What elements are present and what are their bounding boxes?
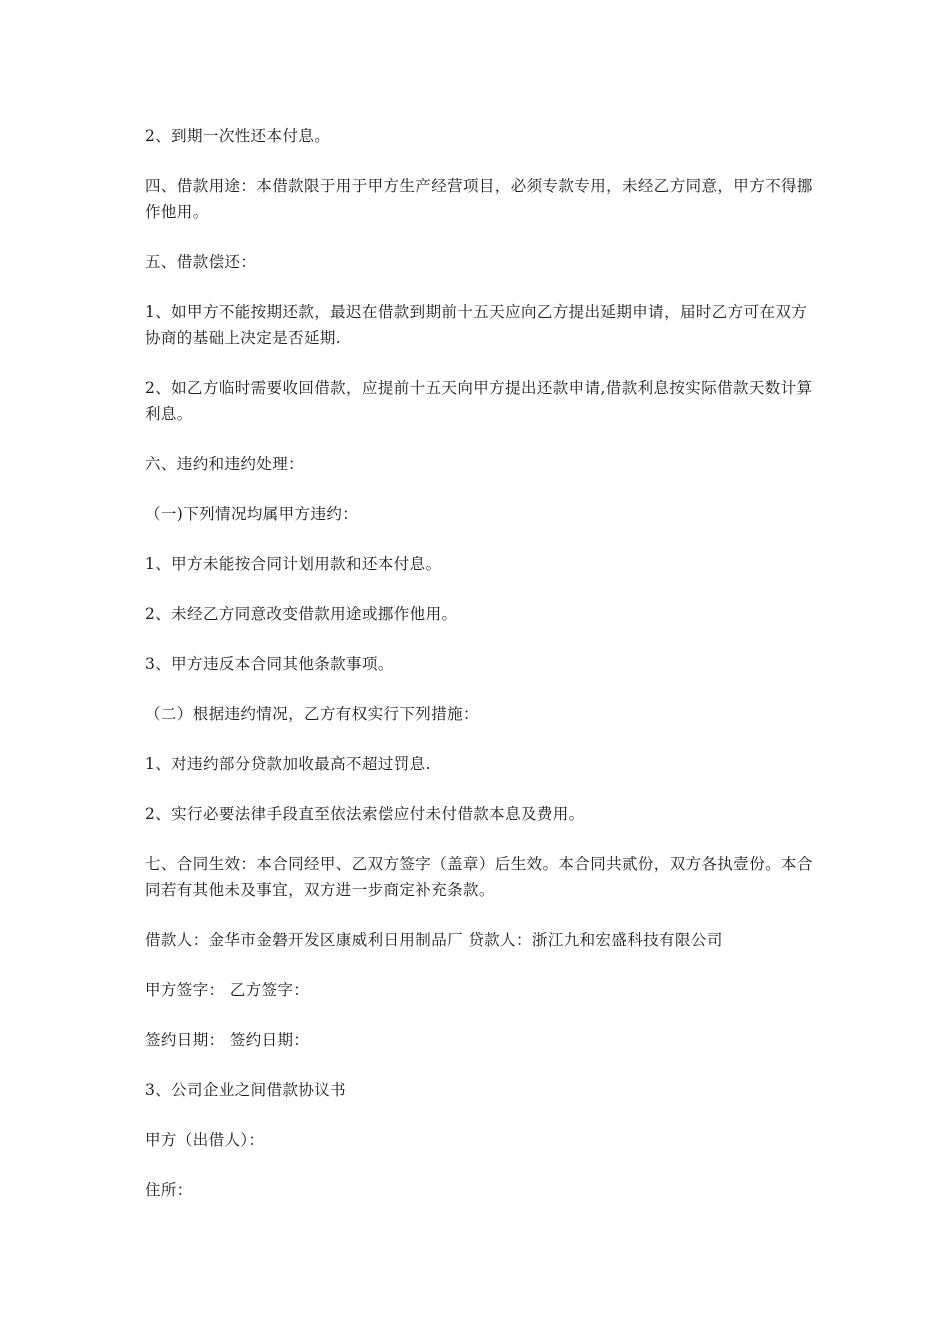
paragraph-parties: 借款人：金华市金磐开发区康威利日用制品厂 贷款人：浙江九和宏盛科技有限公司 [145,931,723,949]
paragraph-party-a-lender: 甲方（出借人）： [145,1131,265,1149]
paragraph-repayment-term: 2、到期一次性还本付息。 [145,127,331,145]
subheading-party-a-breach: （一)下列情况均属甲方违约： [145,505,359,523]
section-title-company-loan-agreement: 3、公司企业之间借款协议书 [145,1081,347,1099]
paragraph-loan-purpose: 四、借款用途：本借款限于用于甲方生产经营项目，必须专款专用，未经乙方同意，甲方不得挪作他用。 [145,177,813,221]
paragraph-signatures: 甲方签字： 乙方签字： [145,981,310,999]
paragraph-breach-item-2: 2、未经乙方同意改变借款用途或挪作他用。 [145,605,458,623]
paragraph-measure-1: 1、对违约部分贷款加收最高不超过罚息. [145,755,431,773]
subheading-party-b-measures: （二）根据违约情况，乙方有权实行下列措施： [145,705,479,723]
document-body [145,123,815,1227]
paragraph-address: 住所： [145,1181,193,1199]
paragraph-breach-item-3: 3、甲方违反本合同其他条款事项。 [145,655,394,673]
paragraph-extension-request: 1、如甲方不能按期还款，最迟在借款到期前十五天应向乙方提出延期申请，届时乙方可在双方协商的基础上决定是否延期. [145,303,808,347]
paragraph-measure-2: 2、实行必要法律手段直至依法索偿应付未付借款本息及费用。 [145,805,585,823]
paragraph-contract-effect: 七、合同生效：本合同经甲、乙双方签字（盖章）后生效。本合同共贰份，双方各执壹份。本合同若有其他未及事宜，双方进一步商定补充条款。 [145,855,813,899]
paragraph-sign-dates: 签约日期： 签约日期： [145,1031,310,1049]
paragraph-breach-item-1: 1、甲方未能按合同计划用款和还本付息。 [145,555,442,573]
paragraph-early-recall: 2、如乙方临时需要收回借款，应提前十五天向甲方提出还款申请,借款利息按实际借款天数计算利息。 [145,379,813,423]
heading-loan-repayment: 五、借款偿还： [145,253,257,271]
heading-breach: 六、违约和违约处理： [145,455,305,473]
